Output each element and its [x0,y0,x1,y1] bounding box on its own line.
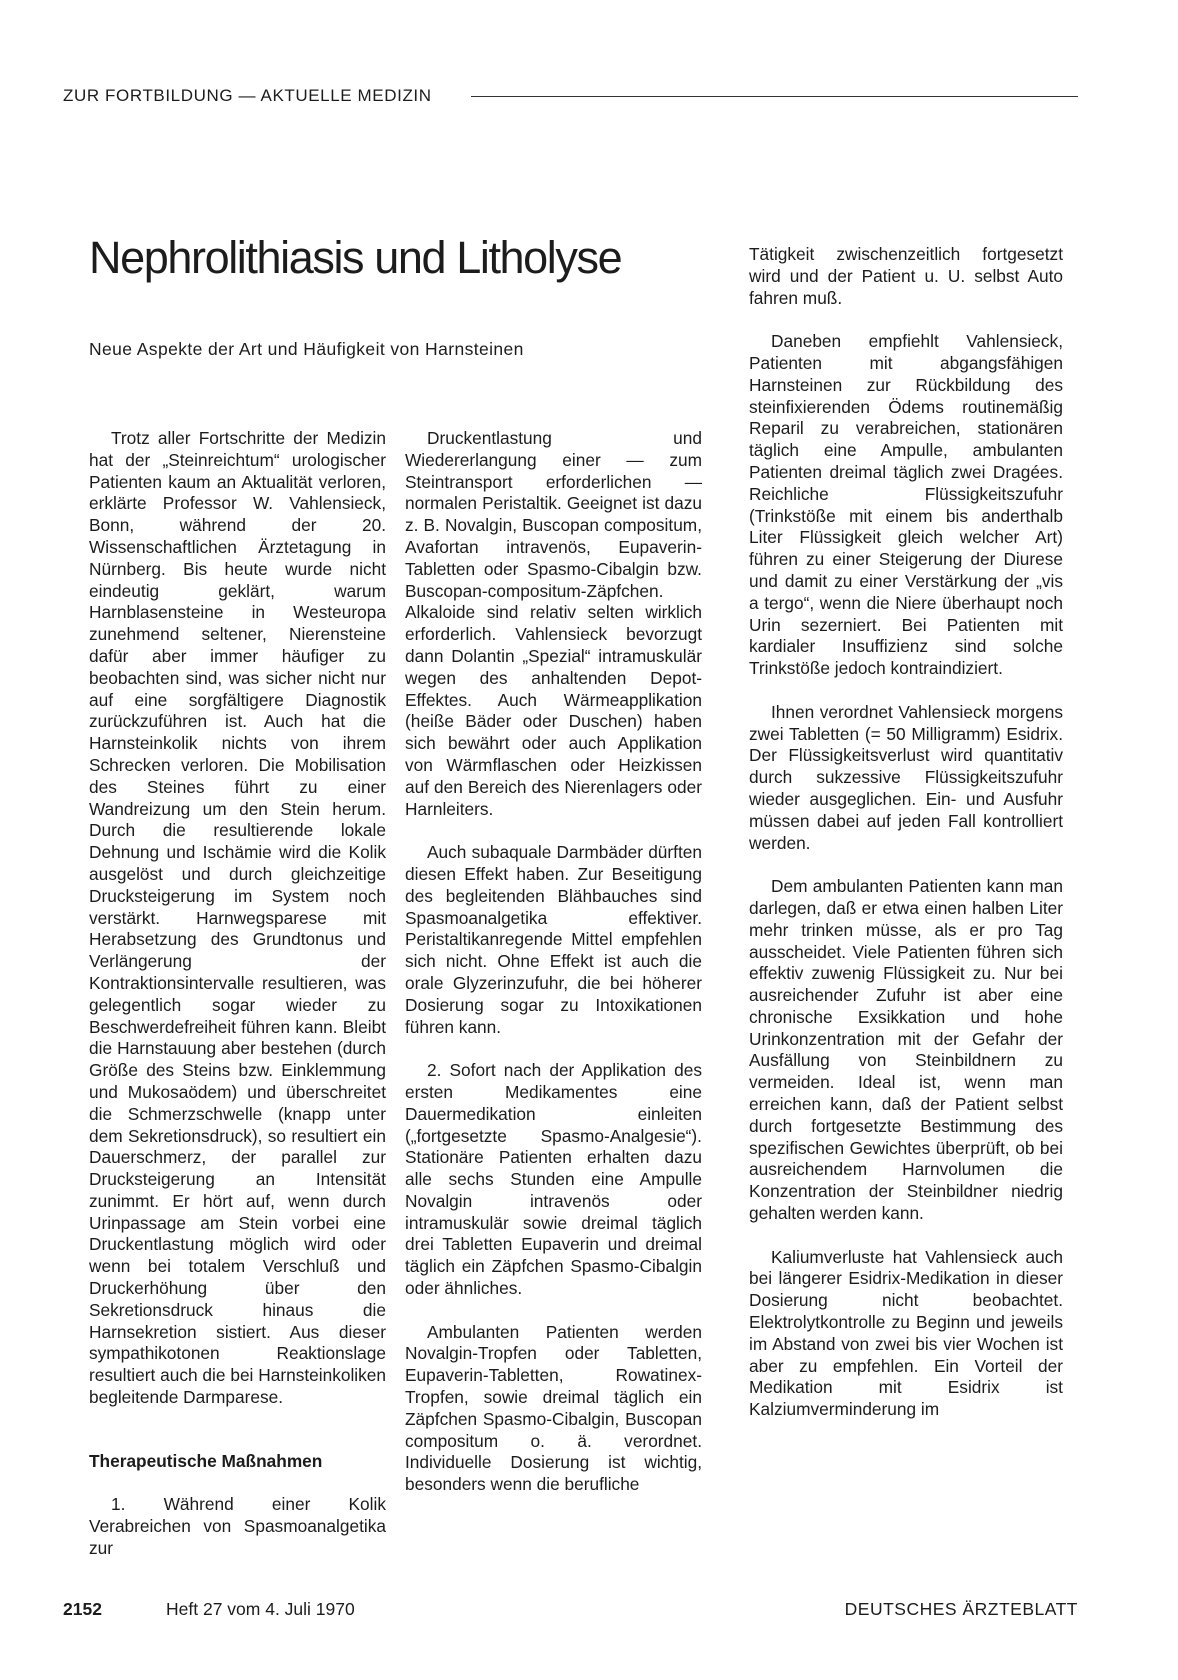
journal-name: DEUTSCHES ÄRZTEBLATT [844,1599,1078,1619]
running-header [63,86,1078,116]
header-rule [471,96,1078,97]
paragraph: Trotz aller Fortschritte der Medizin hat der „Steinreichtum“ urologischer Patienten kaum an Aktualität verloren, erklärte Professor W. Vahlensieck, Bonn, während der 20. Wissenschaftlichen Ärztetagung in Nürnberg. Bis heute wurde nicht eindeutig geklärt, warum Harnblasensteine in Westeuropa zunehmend seltener, Nierensteine dafür aber immer häufiger zu beobachten sind, was sicher nicht nur auf eine sorgfältigere Diagnostik zurückzuführen ist. Auch hat die Harnsteinkolik nichts von ihrem Schrecken verloren. Die Mobilisation des Steines führt zu einer Wandreizung um den Stein herum. Durch die resultierende lokale Dehnung und Ischämie wird die Kolik ausgelöst und durch gleichzeitige Drucksteigerung im System noch verstärkt. Harnwegsparese mit Herabsetzung des Grundtonus und Verlängerung der Kontraktionsintervalle resultieren, was gelegentlich sogar wieder zu Beschwerdefreiheit führen kann. Bleibt die Harnstauung aber bestehen (durch Größe des Steins bzw. Einklemmung und Mukosaödem) und überschreitet die Schmerzschwelle (knapp unter dem Sekretionsdruck), so resultiert ein Dauerschmerz, der parallel zur Drucksteigerung an Intensität zunimmt. Er hört auf, wenn durch Urinpassage am Stein vorbei eine Druckentlastung möglich wird oder wenn bei totalem Verschluß und Druckerhöhung über den Sekretionsdruck hinaus die Harnsekretion sistiert. Aus dieser sympathikotonen Reaktionslage resultiert auch die bei Harnsteinkoliken begleitende Darmparese. [89,428,386,1408]
column-2 [405,428,702,1496]
paragraph: 1. Während einer Kolik Verabreichen von Spasmoanalgetika zur [89,1494,386,1559]
paragraph: Dem ambulanten Patienten kann man darlegen, daß er etwa einen halben Liter mehr trinken müsse, als er pro Tag ausscheidet. Viele Patienten führen sich effektiv zuwenig Flüssigkeit zu. Nur bei ausreichender Zufuhr ist aber eine chronische Exsikkation und hohe Urinkonzentration mit der Gefahr der Ausfällung von Steinbildnern zu vermeiden. Ideal ist, wenn man erreichen kann, daß der Patient selbst durch fortgesetzte Bestimmung des spezifischen Gewichtes überprüft, ob bei ausreichendem Harnvolumen die Konzentration der Steinbildner niedrig gehalten werden kann. [749,876,1063,1224]
page-footer [63,1599,1078,1625]
section-label: ZUR FORTBILDUNG — AKTUELLE MEDIZIN [63,86,432,105]
issue-info: Heft 27 vom 4. Juli 1970 [166,1599,355,1619]
column-3 [749,244,1063,1421]
article-title: Nephrolithiasis und Litholyse [89,232,622,283]
article-subtitle: Neue Aspekte der Art und Häufigkeit von Harnsteinen [89,339,524,359]
paragraph: Tätigkeit zwischenzeitlich fortgesetzt wird und der Patient u. U. selbst Auto fahren muß. [749,244,1063,308]
paragraph: Daneben empfiehlt Vahlensieck, Patienten mit abgangsfähigen Harnsteinen zur Rückbildung des steinfixierenden Ödems routinemäßig Reparil zu verabreichen, stationären täglich eine Ampulle, ambulanten Patienten dreimal täglich zwei Dragées. Reichliche Flüssigkeitszufuhr (Trinkstöße mit einem bis anderthalb Liter Flüssigkeit gleich welcher Art) führen zu einer Steigerung der Diurese und damit zu einer Verstärkung der „vis a tergo“, wenn die Niere überhaupt noch Urin sezerniert. Bei Patienten mit kardialer Insuffizienz sind solche Trinkstöße jedoch kontraindiziert. [749,331,1063,679]
column-1 [89,428,386,1560]
paragraph: Ihnen verordnet Vahlensieck morgens zwei Tabletten (= 50 Milligramm) Esidrix. Der Flüssigkeitsverlust wird quantitativ durch sukzessive Flüssigkeitszufuhr wieder ausgeglichen. Ein- und Ausfuhr müssen dabei auf jeden Fall kontrolliert werden. [749,701,1063,853]
paragraph: Druckentlastung und Wiedererlangung einer — zum Steintransport erforderlichen — normalen Peristaltik. Geeignet ist dazu z. B. Novalgin, Buscopan compositum, Avafortan intravenös, Eupaverin-Tabletten oder Spasmo-Cibalgin bzw. Buscopan-compositum-Zäpfchen. Alkaloide sind relativ selten wirklich erforderlich. Vahlensieck bevorzugt dann Dolantin „Spezial“ intramuskulär wegen des anhaltenden Depot-Effektes. Auch Wärmeapplikation (heiße Bäder oder Duschen) haben sich bewährt oder auch Applikation von Wärmflaschen oder Heizkissen auf den Bereich des Nierenlagers oder Harnleiters. [405,428,702,819]
page-number: 2152 [63,1599,102,1619]
paragraph: Auch subaquale Darmbäder dürften diesen Effekt haben. Zur Beseitigung des begleitenden Blähbauches sind Spasmoanalgetika effektiver. Peristaltikanregende Mittel empfehlen sich nicht. Ohne Effekt ist auch die orale Glyzerinzufuhr, die bei höherer Dosierung sogar zu Intoxikationen führen kann. [405,842,702,1037]
paragraph: Kaliumverluste hat Vahlensieck auch bei längerer Esidrix-Medikation in dieser Dosierung nicht beobachtet. Elektrolytkontrolle zu Beginn und jeweils im Abstand von zwei bis vier Wochen ist aber zu empfehlen. Ein Vorteil der Medikation mit Esidrix ist Kalziumverminderung im [749,1246,1063,1420]
paragraph: 2. Sofort nach der Applikation des ersten Medikamentes eine Dauermedikation einleiten („fortgesetzte Spasmo-Analgesie“). Stationäre Patienten erhalten dazu alle sechs Stunden eine Ampulle Novalgin intravenös oder intramuskulär sowie dreimal täglich drei Tabletten Eupaverin und dreimal täglich ein Zäpfchen Spasmo-Cibalgin oder ähnliches. [405,1060,702,1299]
section-heading: Therapeutische Maßnahmen [89,1450,323,1471]
paragraph: Ambulanten Patienten werden Novalgin-Tropfen oder Tabletten, Eupaverin-Tabletten, Rowatinex-Tropfen, sowie dreimal täglich ein Zäpfchen Spasmo-Cibalgin, Buscopan compositum o. ä. verordnet. Individuelle Dosierung ist wichtig, besonders wenn die berufliche [405,1321,702,1495]
